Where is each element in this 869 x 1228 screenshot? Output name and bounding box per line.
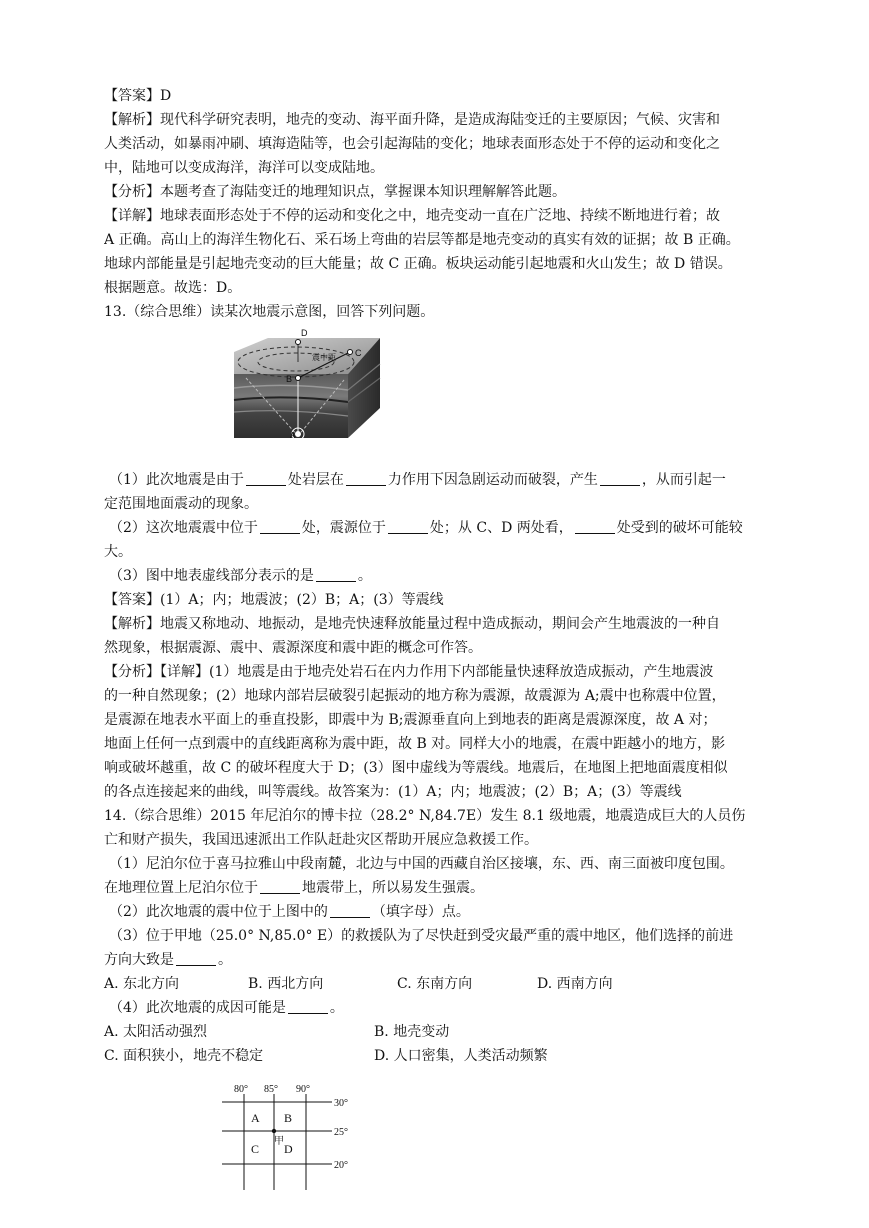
lat-label-30: 30° bbox=[334, 1098, 348, 1109]
blank bbox=[316, 568, 356, 582]
text: ，从而引起一 bbox=[641, 472, 726, 488]
blank bbox=[246, 472, 286, 486]
q13-line-2: 定范围地面震动的现象。 bbox=[104, 496, 258, 512]
blank bbox=[575, 520, 615, 534]
answer-13: 【答案】(1）A；内；地震波；(2）B；A；(3）等震线 bbox=[104, 592, 444, 608]
text: 方向大致是 bbox=[104, 952, 174, 968]
lat-long-grid-map bbox=[214, 1082, 364, 1192]
text-line: 人类活动，如暴雨冲刷、填海造陆等，也会引起海陆的变化；地球表面形态处于不停的运动和变化之 bbox=[104, 136, 720, 152]
text: 处受到的破坏可能较 bbox=[616, 520, 743, 536]
text-line: 【分析】本题考查了海陆变迁的地理知识点，掌握课本知识理解解答此题。 bbox=[104, 184, 566, 200]
text-line: 根据题意。故选：D。 bbox=[104, 280, 242, 296]
label-c: C bbox=[355, 348, 362, 358]
blank bbox=[388, 520, 428, 534]
q14-part-2 bbox=[109, 902, 777, 922]
option-4a: A. 太阳活动强烈 bbox=[104, 1024, 208, 1040]
q14-part-3: （3）位于甲地（25.0° N,85.0° E）的救援队为了尽快赶到受灾最严重的震中地区，他们选择的前进 bbox=[109, 928, 734, 944]
lon-label-90: 90° bbox=[296, 1084, 310, 1095]
label-a: A bbox=[290, 431, 296, 440]
text-line: 【分析】【详解】(1）地震是由于地壳处岩石在内力作用下内部能量快速释放造成振动，产生地震波 bbox=[104, 664, 714, 680]
text: 处；从 C、D 两处看， bbox=[429, 520, 573, 536]
text: （填字母）点。 bbox=[371, 904, 470, 920]
lon-label-80: 80° bbox=[234, 1084, 248, 1095]
point-b-marker bbox=[296, 376, 301, 381]
text: （3）图中地表虚线部分表示的是 bbox=[109, 568, 314, 584]
option-3d: D. 西南方向 bbox=[537, 976, 613, 992]
text-line: 地球内部能量是引起地壳变动的巨大能量；故 C 正确。板块运动能引起地震和火山发生；故 D 错误。 bbox=[104, 256, 732, 272]
text-line: 【详解】地球表面形态处于不停的运动和变化之中，地壳变动一直在广泛地、持续不断地进行着；故 bbox=[104, 208, 720, 224]
text: （1）此次地震是由于 bbox=[109, 472, 244, 488]
text: 在地理位置上尼泊尔位于 bbox=[104, 880, 258, 896]
lat-label-25: 25° bbox=[334, 1127, 348, 1138]
text-line: 然现象，根据震源、震中、震源深度和震中距的概念可作答。 bbox=[104, 640, 482, 656]
label-epicentral-distance: 震中距 bbox=[312, 353, 336, 362]
text: 。 bbox=[329, 1000, 344, 1016]
answer-12: 【答案】D bbox=[104, 88, 172, 104]
text: （2）此次地震的震中位于上图中的 bbox=[109, 904, 328, 920]
q14-part-1: （1）尼泊尔位于喜马拉雅山中段南麓，北边与中国的西藏自治区接壤，东、西、南三面被印度包围。 bbox=[109, 856, 734, 872]
text: 。 bbox=[218, 952, 232, 968]
q13-line-1 bbox=[109, 470, 777, 490]
blank bbox=[600, 472, 640, 486]
lon-label-85: 85° bbox=[264, 1084, 278, 1095]
point-jia-marker bbox=[272, 1129, 276, 1133]
blank bbox=[330, 904, 370, 918]
text-line: 中，陆地可以变成海洋，海洋可以变成陆地。 bbox=[104, 160, 384, 176]
label-d: D bbox=[301, 328, 308, 338]
q13-line-3 bbox=[109, 518, 777, 538]
text-line: 响或破坏越重，故 C 的破坏程度大于 D；(3）图中虚线为等震线。地震后，在地图上把地面震度相似 bbox=[104, 760, 728, 776]
blank bbox=[176, 952, 216, 966]
cell-a: A bbox=[251, 1111, 260, 1125]
option-4d: D. 人口密集，人类活动频繁 bbox=[374, 1048, 548, 1064]
earthquake-diagram bbox=[226, 328, 388, 440]
text: 。 bbox=[357, 568, 372, 584]
cell-c: C bbox=[251, 1142, 260, 1156]
text-line: 地面上任何一点到震中的直线距离称为震中距，故 B 对。同样大小的地震，在震中距越小的地方，影 bbox=[104, 736, 726, 752]
option-4c: C. 面积狭小，地壳不稳定 bbox=[104, 1048, 264, 1064]
text: 处，震源位于 bbox=[301, 520, 386, 536]
text: 地震带上，所以易发生强震。 bbox=[302, 880, 484, 896]
blank bbox=[288, 1000, 328, 1014]
text: 力作用下因急剧运动而破裂，产生 bbox=[387, 472, 598, 488]
option-3b: B. 西北方向 bbox=[248, 976, 324, 992]
question-13-title: 13.（综合思维）读某次地震示意图，回答下列问题。 bbox=[104, 304, 435, 320]
text-line: 的各点连接起来的曲线，叫等震线。故答案为：(1）A；内；地震波；(2）B；A；(3）等震线 bbox=[104, 784, 682, 800]
option-3c: C. 东南方向 bbox=[397, 976, 473, 992]
question-14-title: 14.（综合思维）2015 年尼泊尔的博卡拉（28.2° N,84.7E）发生 8.1 级地震，地震造成巨大的人员伤 bbox=[104, 808, 746, 824]
text: （4）此次地震的成因可能是 bbox=[109, 1000, 286, 1016]
q13-line-4: 大。 bbox=[104, 544, 132, 560]
q14-line-1 bbox=[104, 878, 772, 898]
blank bbox=[260, 880, 300, 894]
cell-d: D bbox=[284, 1142, 293, 1156]
text-line: 【解析】现代科学研究表明，地壳的变动、海平面升降，是造成海陆变迁的主要原因；气候、灾害和 bbox=[104, 112, 720, 128]
blank bbox=[346, 472, 386, 486]
blank bbox=[260, 520, 300, 534]
label-b: B bbox=[286, 374, 293, 384]
text-line: A 正确。高山上的海洋生物化石、采石场上弯曲的岩层等都是地壳变动的真实有效的证据；故 B 正确。 bbox=[104, 232, 740, 248]
text-line: 是震源在地表水平面上的垂直投影，即震中为 B;震源垂直向上到地表的距离是震源深度，故 A 对； bbox=[104, 712, 717, 728]
text: 处岩层在 bbox=[287, 472, 344, 488]
text: （2）这次地震震中位于 bbox=[109, 520, 258, 536]
option-4b: B. 地壳变动 bbox=[374, 1024, 450, 1040]
q14-part-4 bbox=[109, 998, 777, 1018]
q14-line-4 bbox=[104, 950, 772, 970]
cell-b: B bbox=[284, 1111, 293, 1125]
q13-line-5 bbox=[109, 566, 777, 586]
point-c-marker bbox=[348, 350, 353, 355]
label-jia: 甲 bbox=[274, 1136, 284, 1147]
option-3a: A. 东北方向 bbox=[104, 976, 180, 992]
text-line: 的一种自然现象；(2）地球内部岩层破裂引起振动的地方称为震源，故震源为 A;震中也称震中位置， bbox=[104, 688, 726, 704]
lat-label-20: 20° bbox=[334, 1160, 348, 1171]
text-line: 【解析】地震又称地动、地振动，是地壳快速释放能量过程中造成振动，期间会产生地震波的一种自 bbox=[104, 616, 720, 632]
text-line: 亡和财产损失，我国迅速派出工作队赶赴灾区帮助开展应急救援工作。 bbox=[104, 832, 538, 848]
point-d-marker bbox=[296, 340, 301, 345]
